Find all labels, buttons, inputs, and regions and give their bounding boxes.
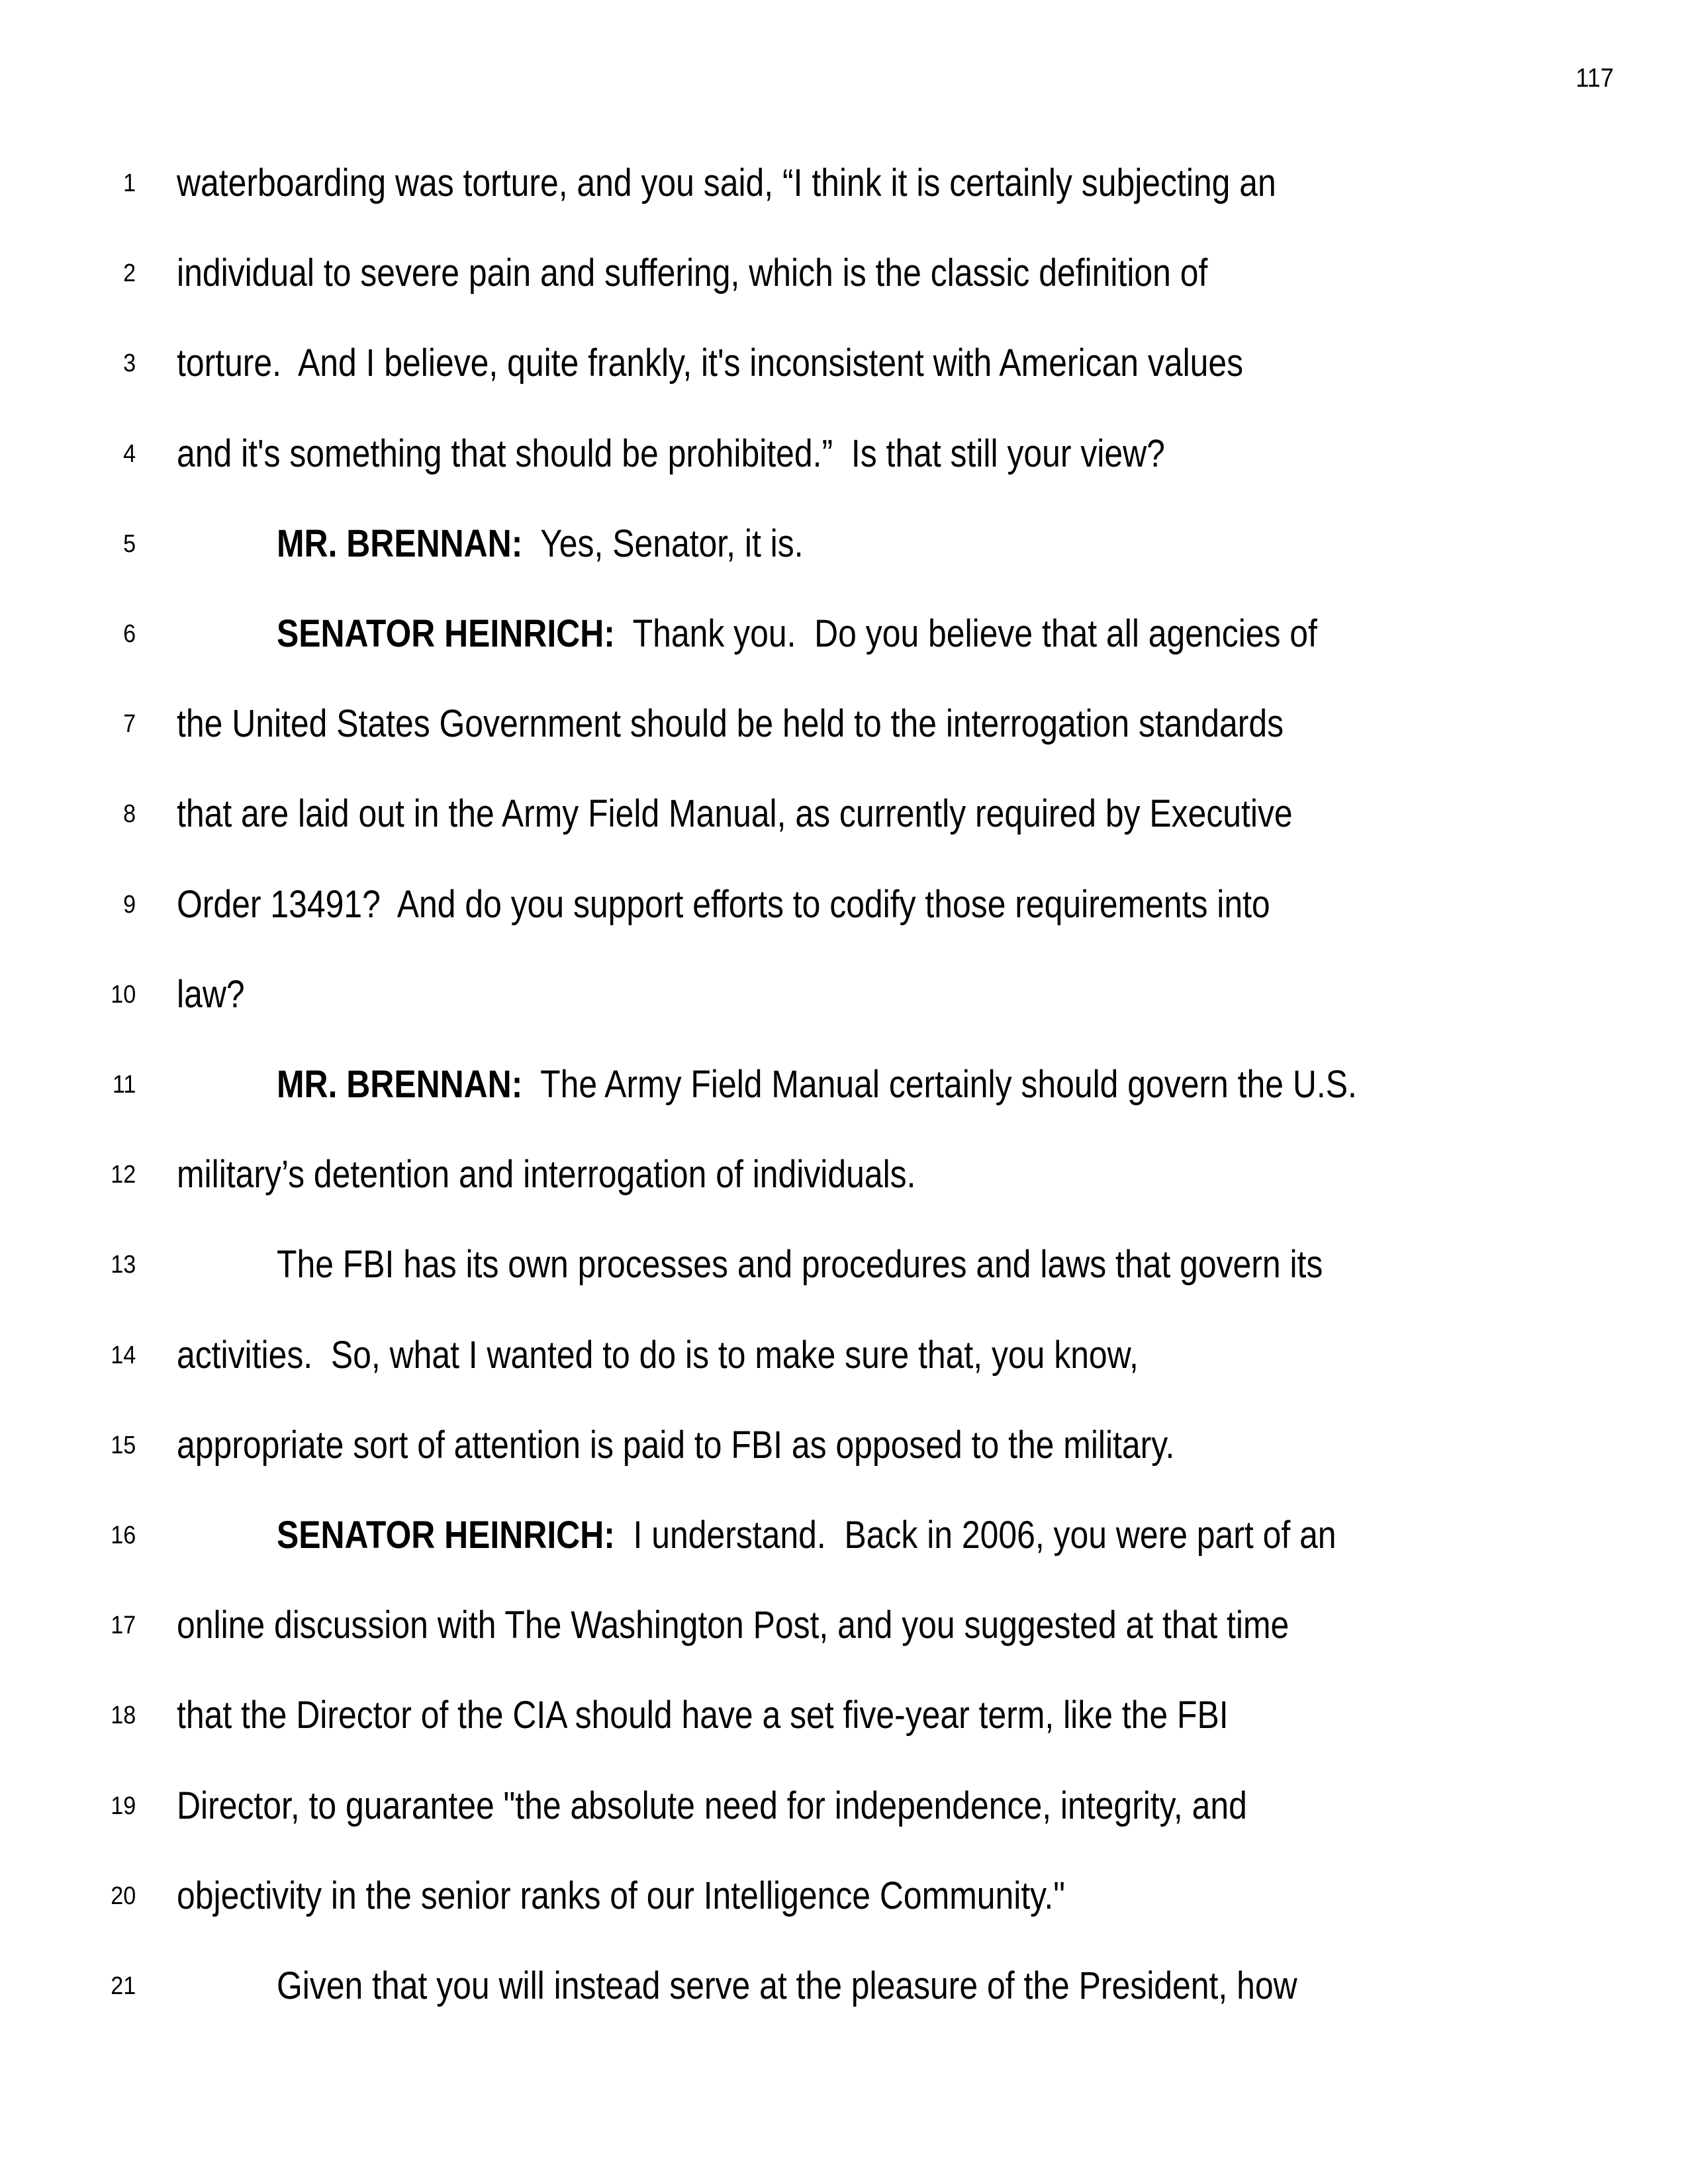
line-text	[177, 1696, 1229, 1735]
line-number: 9	[122, 890, 136, 919]
line-text	[177, 1155, 915, 1195]
line-content: that are laid out in the Army Field Manual, as currently required by Executive	[177, 792, 1293, 836]
transcript-line	[0, 253, 1688, 343]
line-text	[277, 1966, 1297, 2006]
line-content: The Army Field Manual certainly should govern the U.S.	[522, 1063, 1357, 1106]
line-number: 4	[122, 439, 136, 468]
line-number: 2	[122, 259, 136, 288]
line-number: 8	[122, 800, 136, 829]
transcript-line	[0, 1155, 1688, 1245]
line-text	[177, 343, 1243, 383]
line-number: 14	[110, 1341, 136, 1369]
line-content: Yes, Senator, it is.	[522, 522, 804, 565]
line-text	[177, 1876, 1065, 1916]
line-content: online discussion with The Washington Post, and you suggested at that time	[177, 1604, 1289, 1647]
transcript-line	[0, 1696, 1688, 1786]
line-number: 6	[122, 620, 136, 648]
line-text	[177, 163, 1276, 203]
line-number: 12	[110, 1161, 136, 1189]
line-content: the United States Government should be held to the interrogation standards	[177, 702, 1284, 746]
transcript-line	[0, 614, 1688, 704]
transcript-line	[0, 1516, 1688, 1606]
line-number: 7	[122, 710, 136, 739]
line-text	[177, 1606, 1289, 1645]
line-content: Order 13491? And do you support efforts to codify those requirements into	[177, 882, 1270, 926]
transcript-line	[0, 434, 1688, 524]
transcript-line	[0, 704, 1688, 794]
transcript-line	[0, 1786, 1688, 1876]
line-content: torture. And I believe, quite frankly, it's inconsistent with American values	[177, 341, 1244, 385]
line-content: objectivity in the senior ranks of our Intelligence Community."	[177, 1874, 1065, 1917]
line-text	[177, 882, 1270, 926]
transcript-line	[0, 1333, 1688, 1426]
line-text	[177, 253, 1207, 293]
line-content: waterboarding was torture, and you said, “I think it is certainly subjecting an	[177, 161, 1276, 205]
line-number: 17	[110, 1612, 136, 1640]
transcript-line	[0, 343, 1688, 433]
line-text	[277, 614, 1317, 654]
line-text	[177, 1786, 1247, 1826]
line-text	[177, 972, 245, 1016]
speaker-name: SENATOR HEINRICH:	[277, 1514, 615, 1557]
line-number: 16	[110, 1522, 136, 1549]
line-content: law?	[177, 972, 245, 1016]
transcript-line	[0, 1245, 1688, 1335]
line-number: 1	[122, 169, 136, 197]
transcript-line	[0, 882, 1688, 975]
line-text	[177, 1423, 1175, 1467]
line-number: 5	[122, 529, 136, 558]
transcript-line	[0, 1423, 1688, 1516]
line-content: individual to severe pain and suffering, which is the classic definition of	[177, 251, 1208, 295]
line-content: and it's something that should be prohibited.” Is that still your view?	[177, 432, 1165, 475]
line-text	[277, 1245, 1323, 1285]
transcript-line	[0, 1065, 1688, 1155]
line-text	[277, 1065, 1357, 1105]
transcript-line	[0, 524, 1688, 614]
line-text	[277, 524, 804, 564]
line-content: that the Director of the CIA should have a set five-year term, like the FBI	[177, 1694, 1229, 1737]
line-content: Director, to guarantee "the absolute need for independence, integrity, and	[177, 1784, 1247, 1827]
speaker-name: MR. BRENNAN:	[277, 522, 523, 565]
transcript-line	[0, 1966, 1688, 2056]
line-number: 3	[122, 349, 136, 378]
line-number: 19	[110, 1792, 136, 1820]
line-number: 18	[110, 1702, 136, 1730]
line-content: appropriate sort of attention is paid to FBI as opposed to the military.	[177, 1423, 1175, 1467]
line-number: 10	[110, 980, 136, 1009]
transcript-line	[0, 1876, 1688, 1966]
line-content: I understand. Back in 2006, you were part of an	[614, 1514, 1336, 1557]
line-content: activities. So, what I wanted to do is to make sure that, you know,	[177, 1333, 1139, 1377]
line-content: Given that you will instead serve at the pleasure of the President, how	[277, 1964, 1297, 2007]
line-number: 20	[110, 1882, 136, 1910]
line-text	[277, 1516, 1336, 1555]
line-text	[177, 794, 1293, 834]
line-number: 13	[110, 1251, 136, 1279]
line-number: 21	[110, 1972, 136, 2000]
line-content: Thank you. Do you believe that all agencies of	[614, 612, 1317, 655]
line-text	[177, 704, 1284, 744]
line-content: military’s detention and interrogation of individuals.	[177, 1153, 916, 1197]
transcript-line	[0, 163, 1688, 253]
transcript-line	[0, 1606, 1688, 1696]
transcript-line	[0, 794, 1688, 884]
speaker-name: SENATOR HEINRICH:	[277, 612, 615, 655]
page-number: 117	[1575, 64, 1614, 93]
line-number: 15	[110, 1431, 136, 1459]
transcript-line	[0, 972, 1688, 1065]
line-number: 11	[112, 1071, 136, 1099]
speaker-name: MR. BRENNAN:	[277, 1063, 523, 1106]
line-text	[177, 1333, 1139, 1377]
line-content: The FBI has its own processes and procedures and laws that govern its	[277, 1243, 1323, 1287]
line-text	[177, 434, 1165, 474]
